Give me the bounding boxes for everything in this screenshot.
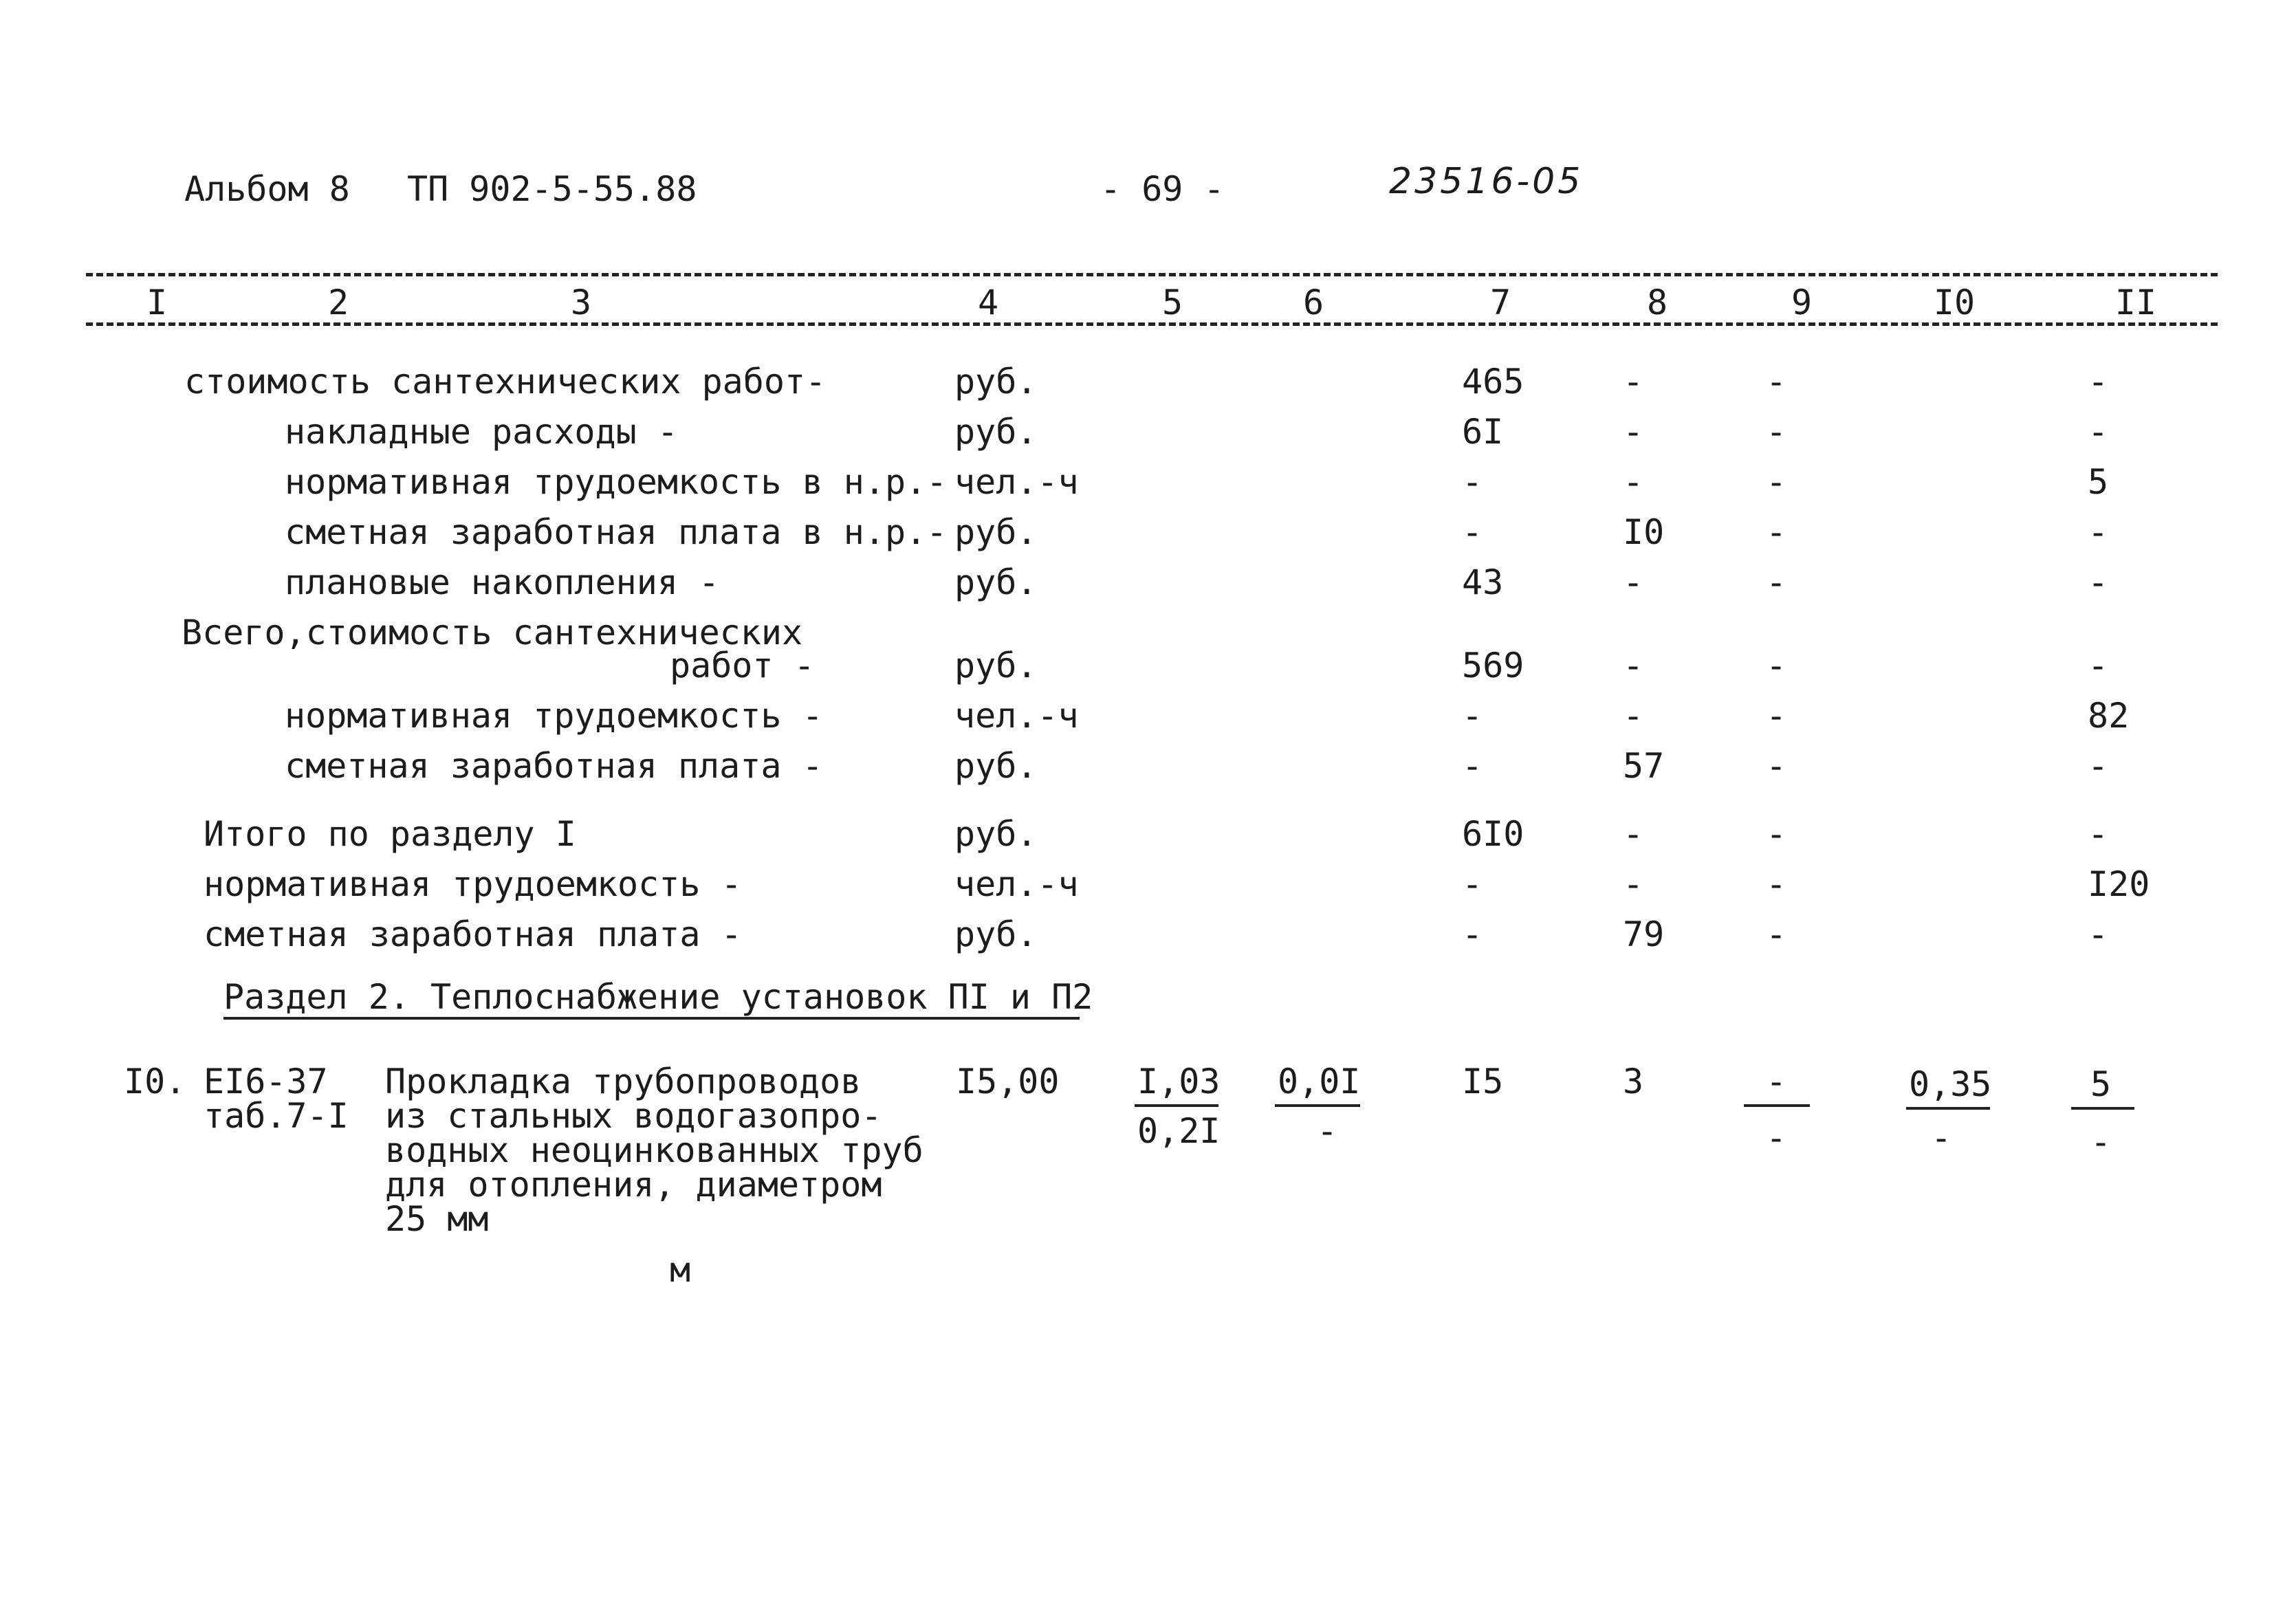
item-col9-fraction-line — [1744, 1104, 1810, 1107]
row-col11: - — [2088, 914, 2109, 954]
row-unit: руб. — [954, 512, 1038, 552]
row-label: Всего,стоимость сантехнических — [182, 613, 803, 652]
item-col10-fraction-line — [1906, 1107, 1990, 1110]
row-col8: - — [1623, 412, 1644, 452]
row-col8: - — [1623, 814, 1644, 854]
table-top-rule — [86, 273, 2218, 276]
row-col9: - — [1766, 914, 1787, 954]
item-col11-fraction-line — [2071, 1107, 2134, 1110]
row-unit: чел.-ч — [954, 696, 1079, 736]
item-col8: 3 — [1623, 1062, 1644, 1101]
col-header-11: II — [2114, 283, 2157, 322]
row-col9: - — [1766, 814, 1787, 854]
table-header-rule — [86, 322, 2218, 326]
row-col7: 569 — [1462, 646, 1524, 685]
item-col6-fraction-line — [1275, 1104, 1360, 1107]
row-label: сметная заработная плата - — [285, 746, 823, 786]
row-col9: - — [1766, 462, 1787, 502]
item-col6-top: 0,0I — [1278, 1062, 1361, 1101]
row-col11: I20 — [2088, 864, 2150, 904]
col-header-7: 7 — [1489, 283, 1511, 322]
row-col11: - — [2088, 562, 2109, 602]
section-2-title: Раздел 2. Теплоснабжение установок ПI и П2 — [223, 977, 1093, 1017]
row-col9: - — [1766, 864, 1787, 904]
row-col7: 465 — [1462, 362, 1524, 402]
row-col11: 5 — [2088, 462, 2109, 502]
item-col6-bottom: - — [1317, 1111, 1338, 1151]
item-col7: I5 — [1462, 1062, 1504, 1101]
item-col10-bottom: - — [1931, 1118, 1952, 1158]
row-col9: - — [1766, 412, 1787, 452]
row-label: стоимость сантехнических работ- — [184, 362, 827, 402]
row-col8: - — [1623, 562, 1644, 602]
row-col9: - — [1766, 362, 1787, 402]
row-col11: - — [2088, 746, 2109, 786]
item-code-table: таб.7-I — [204, 1096, 349, 1136]
row-col8: 57 — [1623, 746, 1665, 786]
item-desc-line: 25 мм — [385, 1199, 489, 1239]
col-header-4: 4 — [977, 283, 999, 322]
row-col7: - — [1462, 746, 1483, 786]
row-col9: - — [1766, 696, 1787, 736]
item-number: I0. — [124, 1062, 186, 1101]
row-col7: - — [1462, 864, 1483, 904]
row-col7: - — [1462, 914, 1483, 954]
item-col10-top: 0,35 — [1909, 1064, 1992, 1104]
row-label: сметная заработная плата в н.р.- — [285, 512, 948, 552]
col-header-10: I0 — [1933, 283, 1976, 322]
row-col7: - — [1462, 462, 1483, 502]
row-label-continuation: работ - — [670, 646, 815, 685]
section-2-underline — [223, 1017, 1080, 1020]
row-col7: 6I — [1462, 412, 1504, 452]
row-col11: - — [2088, 512, 2109, 552]
row-col11: - — [2088, 646, 2109, 685]
row-unit: чел.-ч — [954, 462, 1079, 502]
row-col11: - — [2088, 412, 2109, 452]
col-header-8: 8 — [1646, 283, 1668, 322]
row-col8: - — [1623, 696, 1644, 736]
row-col8: I0 — [1623, 512, 1665, 552]
col-header-1: I — [146, 283, 168, 322]
col-header-3: 3 — [570, 283, 592, 322]
album-label: Альбом 8 — [184, 169, 350, 209]
row-label: нормативная трудоемкость в н.р.- — [285, 462, 948, 502]
col-header-5: 5 — [1161, 283, 1183, 322]
row-col9: - — [1766, 646, 1787, 685]
row-col9: - — [1766, 746, 1787, 786]
col-header-6: 6 — [1302, 283, 1324, 322]
row-col9: - — [1766, 562, 1787, 602]
item-desc-line: водных неоцинкованных труб — [385, 1130, 923, 1170]
item-desc-line: из стальных водогазопро- — [385, 1096, 882, 1136]
row-col11: - — [2088, 362, 2109, 402]
row-label: нормативная трудоемкость - — [204, 864, 742, 904]
item-col11-top: 5 — [2090, 1064, 2112, 1104]
row-col7: 43 — [1462, 562, 1504, 602]
row-col7: - — [1462, 512, 1483, 552]
row-unit: руб. — [954, 562, 1038, 602]
row-unit: руб. — [954, 412, 1038, 452]
row-label: накладные расходы - — [285, 412, 678, 452]
item-desc-line: Прокладка трубопроводов — [385, 1062, 862, 1101]
item-desc-line: для отопления, диаметром — [385, 1165, 882, 1205]
item-col4: I5,00 — [956, 1062, 1060, 1101]
row-unit: руб. — [954, 914, 1038, 954]
row-col11: - — [2088, 814, 2109, 854]
col-header-9: 9 — [1791, 283, 1813, 322]
row-unit: руб. — [954, 814, 1038, 854]
item-unit-note: м — [670, 1250, 691, 1290]
item-col9-bottom: - — [1766, 1118, 1787, 1158]
row-col8: 79 — [1623, 914, 1665, 954]
row-col7: 6I0 — [1462, 814, 1524, 854]
row-label: сметная заработная плата - — [204, 914, 742, 954]
row-label: нормативная трудоемкость - — [285, 696, 823, 736]
row-col11: 82 — [2088, 696, 2130, 736]
tp-code: ТП 902-5-55.88 — [407, 169, 697, 209]
row-col8: - — [1623, 462, 1644, 502]
item-col5-top: I,03 — [1137, 1062, 1221, 1101]
item-col5-fraction-line — [1135, 1104, 1218, 1107]
row-unit: руб. — [954, 362, 1038, 402]
item-col9-top: - — [1766, 1062, 1787, 1101]
row-col8: - — [1623, 864, 1644, 904]
item-code: EI6-37 — [204, 1062, 328, 1101]
col-header-2: 2 — [327, 283, 349, 322]
row-col8: - — [1623, 362, 1644, 402]
row-label: плановые накопления - — [285, 562, 720, 602]
item-col5-bottom: 0,2I — [1137, 1111, 1221, 1151]
row-label: Итого по разделу I — [204, 814, 576, 854]
row-col7: - — [1462, 696, 1483, 736]
row-unit: руб. — [954, 746, 1038, 786]
row-unit: руб. — [954, 646, 1038, 685]
row-col8: - — [1623, 646, 1644, 685]
row-unit: чел.-ч — [954, 864, 1079, 904]
page-number: - 69 - — [1100, 169, 1225, 209]
item-col11-bottom: - — [2090, 1122, 2112, 1162]
handwritten-number: 23516-05 — [1389, 161, 1584, 202]
row-col9: - — [1766, 512, 1787, 552]
